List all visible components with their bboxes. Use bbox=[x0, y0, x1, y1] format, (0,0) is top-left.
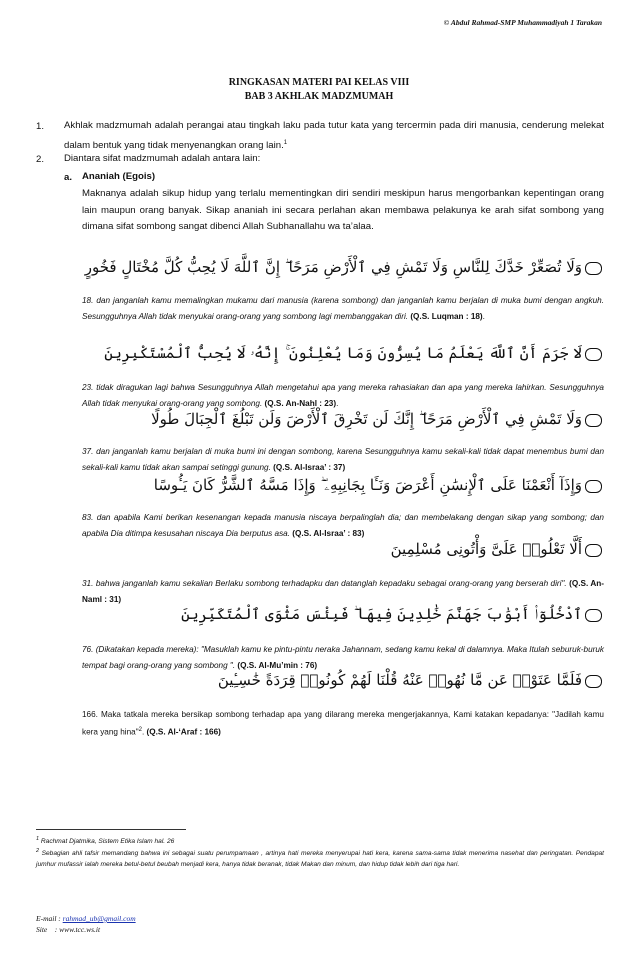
footnote-divider bbox=[36, 829, 186, 830]
email-link[interactable]: rahmad_ub@gmail.com bbox=[62, 914, 136, 923]
ayah-end-icon bbox=[585, 348, 602, 361]
footnote-1: $^1$ Rachmat Djatmika, Sistem Etika Islam hal. 26 bbox=[36, 836, 175, 846]
footer-site: Site : www.tcc.ws.it bbox=[36, 925, 101, 934]
title-line-2: BAB 3 AKHLAK MADZMUMAH bbox=[244, 91, 394, 102]
item-2-text: Diantara sifat madzmumah adalah antara lain: bbox=[64, 153, 261, 164]
site-link[interactable]: www.tcc.ws.it bbox=[59, 925, 101, 934]
arabic-verse-annaml-31: أَلَّا تَعْلُوا۟ عَلَىَّ وَأْتُونِى مُسْلِمِينَ bbox=[391, 540, 602, 558]
ayah-end-icon bbox=[585, 544, 602, 557]
ayah-end-icon bbox=[585, 262, 602, 275]
arabic-verse-almumin-76: ٱدْخُلُوٓا۟ أَبْوَٰبَ جَهَنَّمَ خَٰلِدِينَ فِيهَا ۖ فَبِئْسَ مَثْوَى ٱلْمُتَكَبِّرِينَ bbox=[181, 605, 602, 623]
translation-annaml-31: 31. bahwa janganlah kamu sekalian Berlaku sombong terhadapku dan datanglah kepadaku sebagai orang-orang yang berserah diri". (Q.S. An-Naml : 31) bbox=[82, 579, 605, 604]
ayah-end-icon bbox=[585, 609, 602, 622]
ayah-end-icon bbox=[585, 480, 602, 493]
footnote-2: $^2$ Sebagian ahli tafsir memandang bahwa ini sebagai suatu perumpamaan , artinya hati mereka menyerupai hati kera, karena sama-sama tidak menerima nasehat dan peringatan. Pendapat jumhur mufassir ialah mereka betul-betul beubah menjadi kera, hanya tidak beranak, tidak Makan dan minum, dan hidup tidak lebih dari tiga hari. bbox=[36, 848, 604, 869]
translation-annahl-23: 23. tidak diragukan lagi bahwa Sesungguhnya Allah mengetahui apa yang mereka rahasiakan dan apa yang mereka lahirkan. Sesungguhnya Allah tidak menyukai orang-orang yang sombong. (Q.S. An-Nahl : 23). bbox=[82, 383, 604, 408]
ayah-end-icon bbox=[585, 414, 602, 427]
item-1-text: Akhlak madzmumah adalah perangai atau tingkah laku pada tutur kata yang tercermin pada diri manusia, cenderung melekat dalam bentuk yang tidak menyenangkan orang lain.$^1$ bbox=[64, 120, 604, 151]
title-line-1: RINGKASAN MATERI PAI KELAS VIII bbox=[228, 77, 410, 88]
item-1-number: 1. bbox=[36, 121, 45, 132]
translation-luqman-18: 18. dan janganlah kamu memalingkan mukamu dari manusia (karena sombong) dan janganlah kamu berjalan di muka bumi dengan angkuh. Sesungguhnya Allah tidak menyukai orang-orang yang sombong lagi membanggakan diri. (Q.S. Luqman : 18). bbox=[82, 296, 604, 321]
footer-email: E-mail : rahmad_ub@gmail.com bbox=[36, 914, 136, 923]
arabic-verse-alisraa-37: وَلَا تَمْشِ فِي ٱلْأَرْضِ مَرَحًا ۖ إِنَّكَ لَن تَخْرِقَ ٱلْأَرْضَ وَلَن تَبْلُغَ ٱلْجِبَالَ طُولًا bbox=[151, 410, 602, 428]
translation-alisraa-37: 37. dan janganlah kamu berjalan di muka bumi ini dengan sombong, karena Sesungguhnya kamu sekali-kali tidak dapat menembus bumi dan sekali-kali kamu tidak akan sampai setinggi gunung. (Q.S. Al-Israa’ : 37) bbox=[82, 447, 604, 472]
sub-a-title: Ananiah (Egois) bbox=[82, 171, 156, 182]
page-header: © Abdul Rahmad-SMP Muhammadiyah 1 Tarakan bbox=[443, 18, 602, 27]
translation-almumin-76: 76. (Dikatakan kepada mereka): "Masuklah kamu ke pintu-pintu neraka Jahannam, sedang kamu kekal di dalamnya. Maka Itulah seburuk-buruk tempat bagi orang-orang yang sombong ". (Q.S. Al-Mu’min : 76) bbox=[82, 645, 604, 670]
arabic-verse-luqman-18: وَلَا تُصَعِّرْ خَدَّكَ لِلنَّاسِ وَلَا تَمْشِ فِي ٱلْأَرْضِ مَرَحًا ۖ إِنَّ ٱللَّهَ لَا يُحِبُّ كُلَّ مُخْتَالٍ فَخُورٍ bbox=[85, 258, 602, 276]
translation-alisraa-83: 83. dan apabila Kami berikan kesenangan kepada manusia niscaya berpalinglah dia; dan membelakang dengan sikap yang sombong; dan apabila Dia ditimpa kesusahan niscaya Dia berputus asa. (Q.S. Al-Israa’ : 83) bbox=[82, 513, 604, 538]
ayah-end-icon bbox=[585, 675, 602, 688]
paragraph-ananiah: Maknanya adalah sikup hidup yang terlalu mementingkan diri sendiri meskipun harus mengorbankan kepentingan orang lain maupun orang banyak. Sikap ananiah ini secara perlahan akan membawa pelakunya ke arah sifat sombong yang dimana sifat sombong sangat dibenci Allah Subhanallahu wa ta’alaa. bbox=[82, 188, 604, 232]
arabic-verse-annahl-23: لَا جَرَمَ أَنَّ ٱللَّهَ يَعْلَمُ مَا يُسِرُّونَ وَمَا يُعْلِنُونَ ۚ إِنَّهُۥ لَا يُحِبُّ ٱلْمُسْتَكْبِرِينَ bbox=[104, 344, 602, 362]
translation-alaraf-166: 166. Maka tatkala mereka bersikap sombong terhadap apa yang dilarang mereka mengerjakannya, Kami katakan kepadanya: "Jadilah kamu kera yang hina"$^2$. (Q.S. Al-‘Araf : 166) bbox=[82, 710, 604, 737]
arabic-verse-alaraf-166: فَلَمَّا عَتَوْا۟ عَن مَّا نُهُوا۟ عَنْهُ قُلْنَا لَهُمْ كُونُوا۟ قِرَدَةً خَٰسِـِٔينَ bbox=[218, 671, 602, 689]
arabic-verse-alisraa-83: وَإِذَآ أَنْعَمْنَا عَلَى ٱلْإِنسَٰنِ أَعْرَضَ وَنَـَٔا بِجَانِبِهِۦ ۖ وَإِذَا مَسَّهُ ٱلشَّرُّ كَانَ يَـُٔوسًا bbox=[154, 476, 602, 494]
footnote-ref-2: 2 bbox=[138, 726, 142, 733]
footnote-ref-1: 1 bbox=[283, 139, 288, 146]
sub-a-label: a. bbox=[64, 172, 73, 183]
item-2-number: 2. bbox=[36, 154, 45, 165]
